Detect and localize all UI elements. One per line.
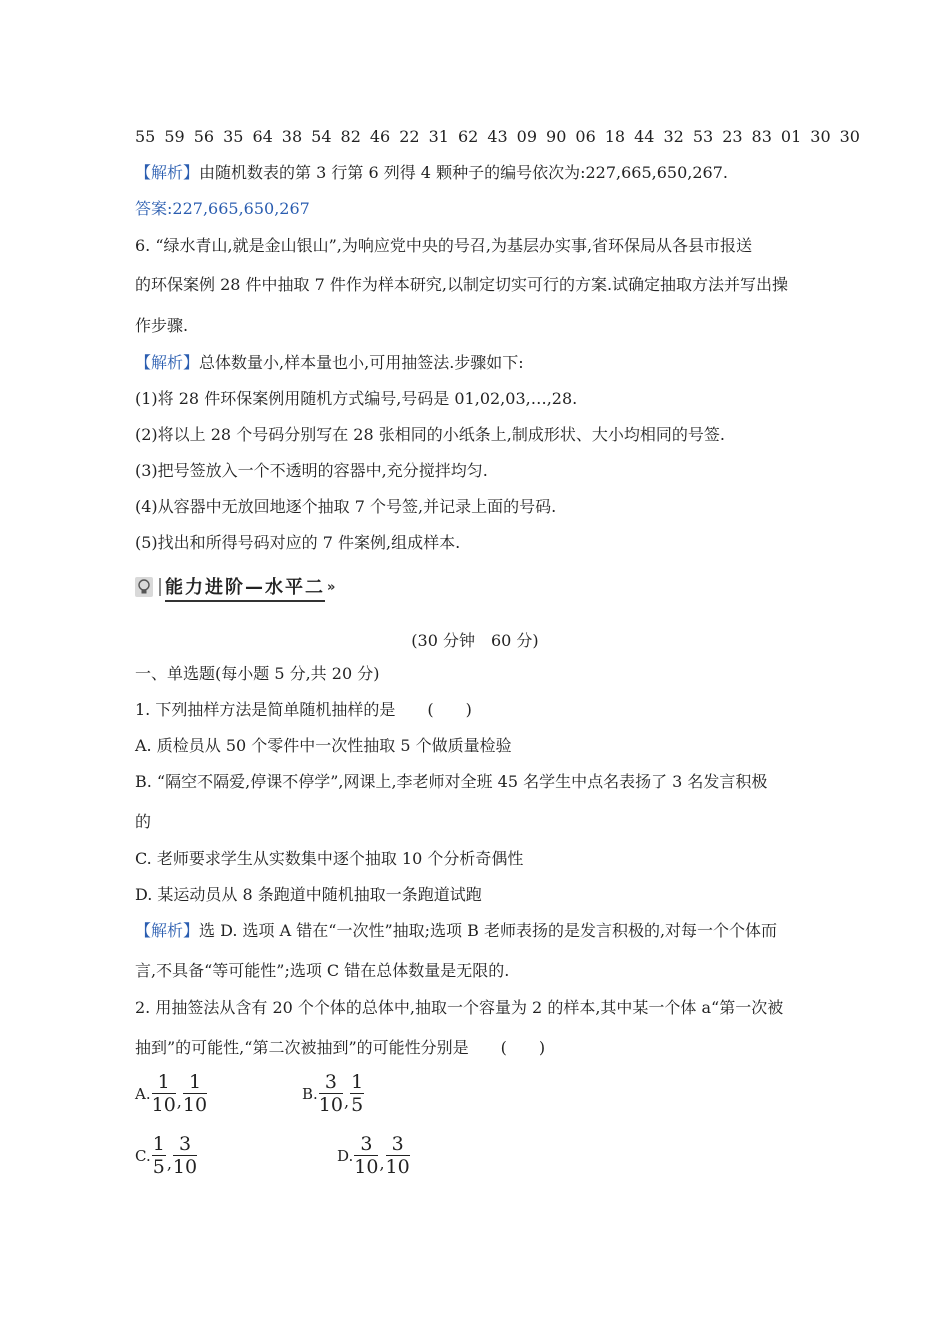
random-number: 32 — [663, 127, 684, 146]
random-number: 83 — [751, 127, 772, 146]
fraction: $\frac{1}{5}$ — [351, 1071, 364, 1116]
q6-step-5: (5)找出和所得号码对应的 7 件案例,组成样本. — [135, 533, 461, 552]
fraction: $\frac{3}{10}$ — [318, 1071, 343, 1116]
random-number: 09 — [516, 127, 538, 146]
time-allotment: (30 分钟 60 分) — [411, 631, 539, 650]
section-title: 能力进阶—水平二 — [165, 573, 325, 602]
heading-divider — [159, 578, 161, 596]
q2-option-b: B. $\frac{3}{10}$ , $\frac{1}{5}$ — [302, 1071, 364, 1116]
q2-option-d: D. $\frac{3}{10}$ , $\frac{3}{10}$ — [337, 1133, 410, 1178]
random-number: 30 — [839, 127, 860, 146]
analysis-text: 由随机数表的第 3 行第 6 列得 4 颗种子的编号依次为:227,665,650,267. — [199, 163, 728, 182]
random-number: 82 — [340, 127, 361, 146]
fraction: $\frac{1}{5}$ — [152, 1133, 165, 1178]
q6-step-3: (3)把号签放入一个不透明的容器中,充分搅拌均匀. — [135, 461, 488, 480]
q2-option-c: C. $\frac{1}{5}$ , $\frac{3}{10}$ — [135, 1133, 198, 1178]
analysis-text: 总体数量小,样本量也小,可用抽签法.步骤如下: — [199, 353, 524, 372]
q1-option-d: D. 某运动员从 8 条跑道中随机抽取一条跑道试跑 — [135, 885, 482, 904]
q2-stem-line1: 2. 用抽签法从含有 20 个个体的总体中,抽取一个容量为 2 的样本,其中某一个体 a“第一次被 — [135, 998, 784, 1017]
q2-stem-line2: 抽到”的可能性,“第二次被抽到”的可能性分别是 ( ) — [135, 1038, 546, 1057]
lightbulb-icon — [135, 577, 153, 597]
random-number: 44 — [634, 127, 655, 146]
random-number: 35 — [223, 127, 244, 146]
q6-analysis — [135, 353, 524, 373]
random-number-row — [135, 127, 869, 147]
random-number: 31 — [428, 127, 449, 146]
q5-answer — [135, 199, 310, 219]
q1-analysis — [135, 921, 777, 941]
random-number: 59 — [164, 127, 185, 146]
fraction: $\frac{3}{10}$ — [172, 1133, 198, 1178]
q1-option-b-line2: 的 — [135, 812, 152, 831]
random-number: 38 — [281, 127, 303, 146]
q1-stem: 1. 下列抽样方法是简单随机抽样的是 ( ) — [135, 700, 472, 719]
random-number: 54 — [311, 127, 332, 146]
analysis-tag: 【解析】 — [135, 163, 200, 182]
q6-step-1: (1)将 28 件环保案例用随机方式编号,号码是 01,02,03,…,28. — [135, 389, 578, 408]
q2-option-a: A. $\frac{1}{10}$ , $\frac{1}{10}$ — [135, 1071, 208, 1116]
fraction: $\frac{3}{10}$ — [354, 1133, 379, 1178]
q6-stem-line3: 作步骤. — [135, 316, 189, 335]
random-number: 18 — [604, 127, 626, 146]
random-number: 62 — [457, 127, 479, 146]
q1-option-c: C. 老师要求学生从实数集中逐个抽取 10 个分析奇偶性 — [135, 849, 524, 868]
section-heading — [135, 574, 335, 600]
random-number: 43 — [487, 127, 508, 146]
q1-analysis-line2: 言,不具备“等可能性”;选项 C 错在总体数量是无限的. — [135, 961, 510, 980]
q5-analysis — [135, 163, 728, 183]
random-number: 30 — [810, 127, 831, 146]
q6-step-2: (2)将以上 28 个号码分别写在 28 张相同的小纸条上,制成形状、大小均相同的号签. — [135, 425, 725, 444]
part-title: 一、单选题(每小题 5 分,共 20 分) — [135, 664, 380, 683]
random-number: 55 — [135, 127, 156, 146]
random-number: 56 — [193, 127, 215, 146]
answer-label: 答案 — [135, 199, 168, 218]
fraction: $\frac{1}{10}$ — [151, 1071, 176, 1116]
random-number: 53 — [692, 127, 714, 146]
random-number: 46 — [369, 127, 391, 146]
q1-option-b-line1: B. “隔空不隔爱,停课不停学”,网课上,李老师对全班 45 名学生中点名表扬了 3 名发言积极 — [135, 772, 768, 791]
q6-stem-line2: 的环保案例 28 件中抽取 7 件作为样本研究,以制定切实可行的方案.试确定抽取方法并写出操 — [135, 275, 789, 294]
fraction: $\frac{1}{10}$ — [182, 1071, 208, 1116]
fraction: $\frac{3}{10}$ — [385, 1133, 410, 1178]
random-number: 06 — [575, 127, 596, 146]
q6-step-4: (4)从容器中无放回地逐个抽取 7 个号签,并记录上面的号码. — [135, 497, 557, 516]
random-number: 64 — [252, 127, 273, 146]
random-number: 22 — [399, 127, 420, 146]
random-number: 90 — [546, 127, 567, 146]
random-number: 01 — [780, 127, 802, 146]
analysis-tag: 【解析】 — [135, 921, 200, 940]
analysis-text: 选 D. 选项 A 错在“一次性”抽取;选项 B 老师表扬的是发言积极的,对每一个个体而 — [199, 921, 778, 940]
q6-stem-line1: 6. “绿水青山,就是金山银山”,为响应党中央的号召,为基层办实事,省环保局从各县市报送 — [135, 236, 753, 255]
answer-text: :227,665,650,267 — [167, 199, 310, 218]
double-chevron-icon: » — [327, 579, 336, 595]
q1-option-a: A. 质检员从 50 个零件中一次性抽取 5 个做质量检验 — [135, 736, 512, 755]
analysis-tag: 【解析】 — [135, 353, 200, 372]
random-number: 23 — [722, 127, 743, 146]
